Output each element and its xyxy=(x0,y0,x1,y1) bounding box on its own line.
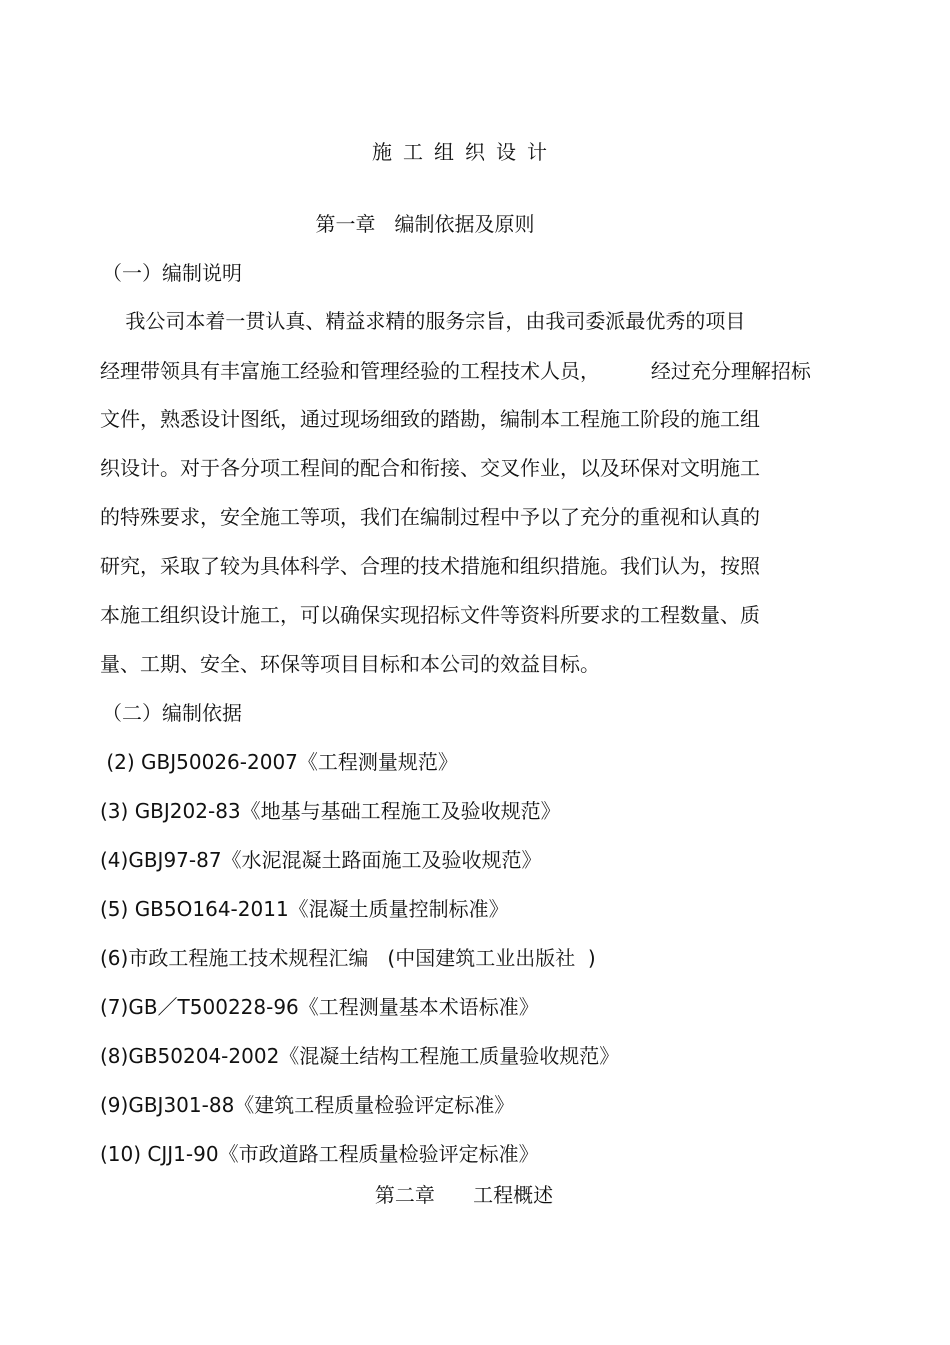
paragraph-line: 我公司本着一贯认真、精益求精的服务宗旨，由我司委派最优秀的项目 xyxy=(100,309,746,333)
paragraph-line: 量、工期、安全、环保等项目目标和本公司的效益目标。 xyxy=(100,652,600,676)
section-compilation-basis-heading: （二）编制依据 xyxy=(102,701,242,725)
chapter-1-heading: 第一章 编制依据及原则 xyxy=(315,212,535,236)
reference-item: (3) GBJ202-83《地基与基础工程施工及验收规范》 xyxy=(100,799,561,823)
paragraph-line: 本施工组织设计施工，可以确保实现招标文件等资料所要求的工程数量、质 xyxy=(100,603,760,627)
reference-item: (6)市政工程施工技术规程汇编 (中国建筑工业出版社 ) xyxy=(100,946,596,970)
reference-item: (5) GB5O164-2011《混凝土质量控制标准》 xyxy=(100,897,509,921)
reference-item: (8)GB50204-2002《混凝土结构工程施工质量验收规范》 xyxy=(100,1044,620,1068)
paragraph-line: 织设计。对于各分项工程间的配合和衔接、交叉作业，以及环保对文明施工 xyxy=(100,456,760,480)
reference-item: (4)GBJ97-87《水泥混凝土路面施工及验收规范》 xyxy=(100,848,542,872)
reference-item: (2) GBJ50026-2007《工程测量规范》 xyxy=(100,750,458,774)
reference-item: (10) CJJ1-90《市政道路工程质量检验评定标准》 xyxy=(100,1142,539,1166)
paragraph-line: 研究，采取了较为具体科学、合理的技术措施和组织措施。我们认为，按照 xyxy=(100,554,760,578)
reference-item: (9)GBJ301-88《建筑工程质量检验评定标准》 xyxy=(100,1093,515,1117)
paragraph-line: 的特殊要求，安全施工等项，我们在编制过程中予以了充分的重视和认真的 xyxy=(100,505,760,529)
paragraph-line: 文件，熟悉设计图纸，通过现场细致的踏勘，编制本工程施工阶段的施工组 xyxy=(100,407,760,431)
section-compilation-description-heading: （一）编制说明 xyxy=(102,261,242,285)
paragraph-line: 经理带领具有丰富施工经验和管理经验的工程技术人员， 经过充分理解招标 xyxy=(100,359,811,383)
chapter-2-heading: 第二章 工程概述 xyxy=(374,1183,554,1207)
reference-item: (7)GB／T500228-96《工程测量基本术语标准》 xyxy=(100,995,539,1019)
document-title: 施工组织设计 xyxy=(372,140,558,164)
